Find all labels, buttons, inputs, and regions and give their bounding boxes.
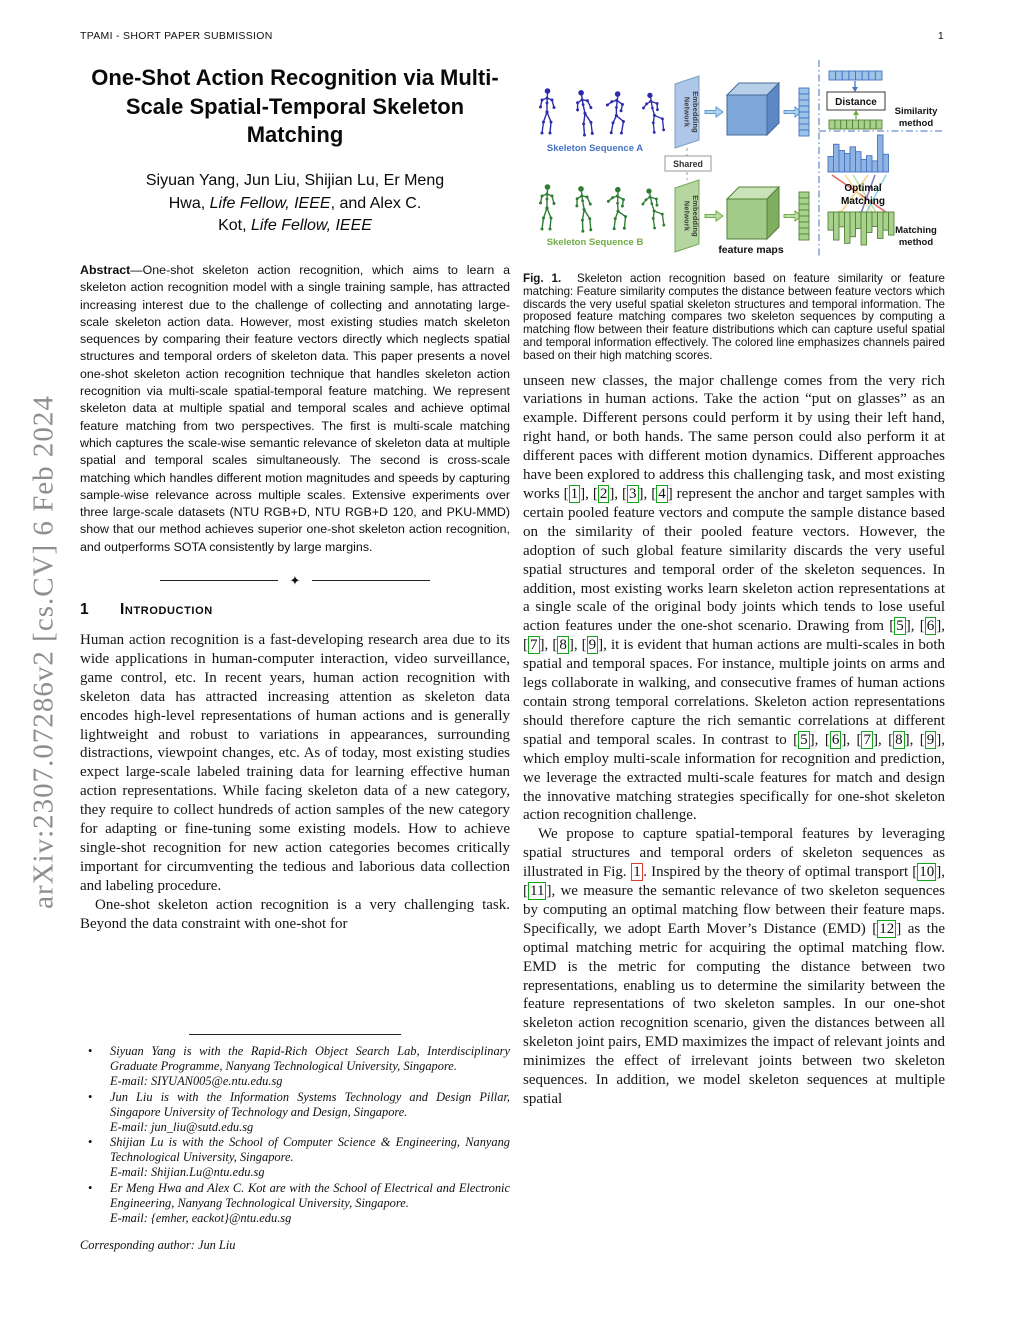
skeleton-sequence-b-figures: [539, 184, 671, 233]
citation-link[interactable]: 2: [599, 486, 608, 503]
section-title: Introduction: [120, 600, 213, 618]
citation-link[interactable]: 1: [570, 486, 579, 503]
citation-link[interactable]: 4: [658, 486, 666, 503]
author-line: Siyuan Yang, Jun Liu, Shijian Lu, Er Meng: [145, 171, 445, 189]
citation-link[interactable]: 3: [629, 486, 637, 503]
citation-link[interactable]: 6: [926, 618, 935, 635]
skeleton-sequence-a-label: Skeleton Sequence A: [546, 143, 644, 154]
footnote-item: [80, 1044, 510, 1089]
footnote-item: [80, 1135, 510, 1180]
matching-method-label: Matching method: [895, 225, 937, 248]
footnote-text: Siyuan Yang is with the Rapid-Rich Object Search Lab, Interdisciplinary Graduate Programme, Nanyang Technological University, Singapore. E-mail: SIYUAN005@e.ntu.edu.sg: [110, 1044, 510, 1088]
citation-link[interactable]: 9: [588, 637, 597, 654]
footnote-text: Er Meng Hwa and Alex C. Kot are with the School of Electrical and Electronic Engineering, Nanyang Technological University, Singapore. E-mail: {emher, eackot}@ntu.edu.sg: [110, 1181, 510, 1225]
similarity-vector-bottom: [829, 120, 882, 129]
footnote-email[interactable]: E-mail: SIYUAN005@e.ntu.edu.sg: [110, 1073, 283, 1088]
left-column: [80, 58, 510, 933]
separator-line: [312, 580, 430, 581]
citation-link[interactable]: 5: [800, 731, 808, 748]
footnote-item: [80, 1181, 510, 1226]
figure-caption: [523, 273, 945, 363]
body-paragraph: unseen new classes, the major challenge comes from the very rich variations in human actions. Take the action “put on glasses” as an example. Different persons could perform it by using their left hand, right hand, or both hands. The same person could also perform it at different paces with different motion dynamics. Different approaches have been explored to address this challenging task, and most existing works [ 1 ], [ 2 ], [ 3 ], [ 4 ] represent the anchor and target samples with certain pooled feature vectors and compute the sample distance based on the similarity of their pooled feature vectors. However, the adoption of such global feature similarity discards the very useful spatial structures and temporal order of the skeleton sequences. In addition, most existing works learn skeleton action representations at a single scale of the original body joints which tends to lose useful action features under the one-shot scenario. Drawing from [ 5 ], [ 6 ], [ 7 ], [ 8 ], [ 9 ], it is evident that human actions are multi-scales in both spatial and temporal spaces. For instance, multiple joints on arms and legs collaborate in walking, and consecutive frames of human actions contain strong temporal correlations. Skeleton action representations should therefore capture the rich semantic correlations at different spatial and temporal scales. In contrast to [ 5 ], [ 6 ], [ 7 ], [ 8 ], [ 9 ], which employ multi-scale information for recognition and prediction, we leverage the extracted multi-scale features for match and design the innovative matching strategies specifically for one-shot skeleton action recognition challenge.: [523, 372, 946, 824]
skeleton-sequence-a-figures: [539, 88, 671, 137]
down-arrow-icon: [852, 87, 858, 92]
similarity-vector-top: [829, 71, 882, 80]
italic-text: Life Fellow, IEEE: [209, 194, 331, 212]
feature-vector-a: [799, 88, 809, 136]
footnotes: [80, 1034, 510, 1253]
figure-caption-text: Skeleton action recognition based on feature similarity or feature matching: Feature similarity computes the distance between feature vectors which discards the very useful spatial skeleton structures and temporal information. The proposed feature matching compares two skeleton sequences by computing a matching flow between their feature distributions which can capture useful spatial and temporal information effectively. The colored line emphasizes channels paired based on their high matching scores.: [523, 272, 946, 362]
footnote-text: Shijian Lu is with the School of Computer Science & Engineering, Nanyang Technological University, Singapore. E-mail: Shijian.Lu@ntu.edu.sg: [110, 1135, 510, 1180]
figure-1: [523, 58, 945, 258]
figure-link[interactable]: 1: [631, 863, 644, 881]
shared-label: Shared: [673, 159, 703, 169]
arrow-icon: [705, 107, 723, 117]
right-column: [523, 58, 945, 1109]
arrow-icon: [705, 211, 723, 221]
separator-line: [160, 580, 278, 581]
citation-link[interactable]: 6: [831, 731, 840, 748]
embedding-network-a: [675, 76, 700, 148]
citation-link[interactable]: 8: [559, 637, 567, 654]
figure-caption-label: Fig. 1.: [523, 272, 562, 285]
corresponding-author: Corresponding author: Jun Liu: [80, 1237, 236, 1252]
section-number: 1: [80, 600, 89, 618]
bullet-icon: •: [88, 1044, 93, 1058]
paper-title: One-Shot Action Recognition via Multi-Scale Spatial-Temporal Skeleton Matching: [91, 65, 499, 148]
embedding-network-a-label: EmbeddingNetwork: [682, 91, 700, 133]
author-line: Hwa, Life Fellow, IEEE, and Alex C.: [168, 194, 422, 212]
bullet-icon: •: [88, 1135, 93, 1150]
abstract-label: Abstract: [80, 262, 131, 277]
body-paragraph: One-shot skeleton action recognition is a very challenging task. Beyond the data constraint with one-shot for: [80, 896, 510, 932]
bullet-icon: •: [88, 1181, 93, 1196]
bullet-icon: •: [88, 1089, 93, 1104]
body-paragraph: Human action recognition is a fast-developing research area due to its wide applications in human-computer interaction, video surveillance, game control, etc. In recent years, human action recognition with skeleton data has attracted increasing attention as skeleton data encodes high-level representations of human actions and is generally lightweight and robust to variations in appearances, surrounding distractions, viewpoint changes, etc. As of today, most existing studies expect large-scale labeled training data for learning effective human action representations. While facing skeleton data of a new category, they require to collect hundreds of action samples of the new category for adapting or fine-tuning some existing models. How to achieve single-shot recognition for new action categories becomes critically important for circumventing the tedious and laborious data collection and labeling procedure.: [80, 631, 510, 894]
embedding-network-b-label: EmbeddingNetwork: [682, 195, 700, 237]
distance-label: Distance: [835, 97, 877, 108]
arxiv-watermark: arXiv:2307.07286v2 [cs.CV] 6 Feb 2024: [27, 395, 60, 909]
up-arrow-icon: [853, 110, 859, 115]
footnote-email[interactable]: E-mail: Shijian.Lu@ntu.edu.sg: [110, 1165, 265, 1180]
italic-text: Life Fellow, IEEE: [250, 217, 372, 235]
citation-link[interactable]: 7: [863, 731, 871, 748]
citation-link[interactable]: 9: [926, 731, 935, 748]
histogram-top: [828, 135, 889, 172]
running-header: [80, 30, 944, 42]
page-number: 1: [937, 30, 944, 42]
citation-link[interactable]: 12: [879, 920, 895, 937]
feature-cube-b: [727, 187, 779, 239]
authors-block: [80, 170, 510, 238]
footnote-list: [80, 1044, 510, 1226]
feature-cube-a: [727, 83, 779, 135]
feature-vector-b: [799, 192, 809, 240]
citation-link[interactable]: 10: [919, 864, 935, 881]
diamond-icon: ✦: [289, 572, 301, 588]
embedding-network-b: [675, 180, 700, 252]
abstract-text: —One-shot skeleton action recognition, which aims to learn a skeleton action recognition model with a single training sample, has attracted increasing interest due to the challenge of collecting and annotating large-scale skeleton action data. However, most existing studies match skeleton sequences by comparing their feature vectors directly which neglects spatial structures and temporal orders of skeleton data. This paper presents a novel one-shot skeleton action recognition technique that handles skeleton action recognition via multi-scale spatial-temporal feature matching. We represent skeleton data at multiple spatial and temporal scales and achieve optimal feature matching from two perspectives. The first is multi-scale matching which captures the scale-wise semantic relevance of skeleton data at multiple spatial and temporal scales simultaneously. The second is cross-scale matching which handles different motion magnitudes and speeds by capturing sample-wise relevance across multiple scales. Extensive experiments over three large-scale datasets (NTU RGB+D, NTU RGB+D 120, and PKU-MMD) show that our method achieves superior one-shot skeleton action recognition, and outperforms SOTA consistently by large margins.: [80, 262, 510, 554]
footnote-rule: [189, 1034, 401, 1035]
feature-maps-label: feature maps: [718, 244, 784, 256]
author-line: Kot, Life Fellow, IEEE: [218, 217, 372, 235]
section-separator: [80, 574, 510, 587]
abstract: [80, 262, 510, 556]
citation-link[interactable]: 7: [530, 637, 538, 654]
footnote-email[interactable]: E-mail: {emher, eackot}@ntu.edu.sg: [110, 1210, 292, 1225]
citation-link[interactable]: 5: [896, 618, 904, 635]
running-header-text: TPAMI - SHORT PAPER SUBMISSION: [80, 30, 273, 42]
skeleton-sequence-b-label: Skeleton Sequence B: [546, 237, 644, 248]
footnote-item: [80, 1090, 510, 1135]
distance-box: [827, 92, 885, 110]
section-heading: [80, 601, 510, 619]
optimal-matching-label: Optimal Matching: [841, 183, 885, 207]
body-paragraph: We propose to capture spatial-temporal features by leveraging spatial structures and temporal orders of skeleton sequences as illustrated in Fig. 1 . Inspired by the theory of optimal transport [ 10 ], [ 11 ], we measure the semantic relevance of two skeleton sequences by computing an optimal matching flow between their feature maps. Specifically, we adopt Earth Mover’s Distance (EMD) [ 12 ] as the optimal matching metric for acquiring the optimal matching flow. EMD is the metric for computing the distance between two representations, enabling us to determine the similarity between the feature representations of two skeleton samples. In our one-shot skeleton action recognition scenario, given the distances between all skeleton joint pairs, EMD maximizes the impact of relevant joints and minimizes the effect of irrelevant joints between two skeleton sequences. In addition, we model skeleton sequences at multiple spatial: [523, 826, 945, 1108]
footnote-email[interactable]: E-mail: jun_liu@sutd.edu.sg: [110, 1119, 254, 1134]
shared-box: [665, 156, 711, 171]
histogram-bottom: [828, 212, 894, 245]
footnote-text: Jun Liu is with the Information Systems Technology and Design Pillar, Singapore University of Technology and Design, Singapore. E-mail: jun_liu@sutd.edu.sg: [110, 1089, 510, 1134]
similarity-method-label: Similarity method: [894, 106, 938, 129]
citation-link[interactable]: 8: [895, 731, 903, 748]
citation-link[interactable]: 11: [530, 883, 545, 900]
